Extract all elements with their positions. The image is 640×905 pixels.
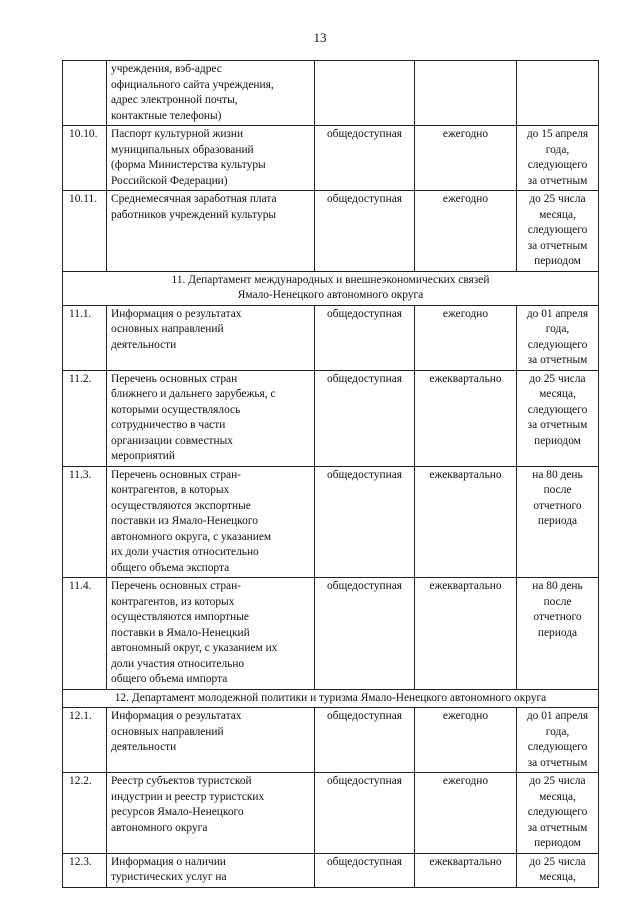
item-name: [107, 708, 315, 773]
update-deadline: [517, 126, 599, 191]
update-deadline: [517, 61, 599, 126]
item-name-line: автономного округа, с указанием: [111, 530, 272, 543]
deadline-line: месяца,: [539, 871, 576, 883]
table-row: [63, 126, 599, 191]
item-name-line: Среднемесячная заработная плата: [111, 193, 277, 205]
item-name-line: общего объема импорта: [111, 673, 228, 685]
deadline-line: следующего: [527, 224, 588, 236]
access-category: общедоступная: [315, 853, 415, 887]
section-title: [63, 271, 599, 305]
section-title-line: 12. Департамент молодежной политики и туризма Ямало-Ненецкого автономного округа: [114, 691, 547, 704]
access-category: общедоступная: [315, 126, 415, 191]
deadline-line: за отчетным: [527, 174, 588, 187]
table-row: [63, 578, 599, 690]
item-name-line: Информация о результатах: [111, 710, 242, 722]
deadline-line: за отчетным: [527, 354, 588, 366]
update-periodicity: ежегодно: [415, 126, 517, 191]
data-sets-table: [62, 60, 599, 888]
item-name: [107, 578, 315, 690]
deadline-line: следующего: [527, 338, 588, 351]
section-header-row: [63, 689, 599, 708]
item-name-line: автономный округ, с указанием их: [111, 642, 278, 654]
item-name-line: Реестр субъектов туристской: [111, 775, 252, 787]
item-name-line: официального сайта учреждения,: [111, 78, 274, 91]
item-name-line: Паспорт культурной жизни: [111, 128, 244, 140]
item-name-line: Перечень основных стран: [111, 372, 238, 385]
deadline-line: после: [543, 595, 572, 608]
deadline-line: до 25 числа: [529, 372, 586, 385]
item-name-line: деятельности: [111, 741, 177, 753]
deadline-line: до 25 числа: [529, 193, 586, 205]
item-name-line: автономного округа: [111, 821, 208, 834]
item-number: 11.4.: [63, 578, 107, 690]
update-deadline: [517, 578, 599, 690]
update-deadline: [517, 773, 599, 854]
deadline-line: за отчетным: [527, 419, 588, 431]
item-name-line: контрагентов, в которых: [111, 484, 230, 496]
table-row: [63, 370, 599, 466]
deadline-line: за отчетным: [527, 821, 588, 834]
item-name: [107, 853, 315, 887]
item-number: 10.11.: [63, 191, 107, 272]
item-name-line: муниципальных образований: [111, 143, 254, 156]
item-name: [107, 773, 315, 854]
access-category: общедоступная: [315, 708, 415, 773]
section-title-line: 11. Департамент международных и внешнеэкономических связей: [171, 273, 490, 286]
deadline-line: до 25 числа: [529, 775, 586, 787]
item-name-line: Информация о результатах: [111, 307, 242, 320]
update-periodicity: ежеквартально: [415, 466, 517, 578]
table-row: [63, 191, 599, 272]
access-category: [315, 61, 415, 126]
update-periodicity: [415, 61, 517, 126]
update-periodicity: ежеквартально: [415, 370, 517, 466]
deadline-line: до 25 числа: [529, 855, 586, 868]
item-name-line: контактные телефоны): [111, 109, 222, 122]
access-category: общедоступная: [315, 191, 415, 272]
item-name-line: индустрии и реестр туристских: [111, 790, 265, 803]
item-number: 11.2.: [63, 370, 107, 466]
update-periodicity: ежегодно: [415, 773, 517, 854]
deadline-line: следующего: [527, 159, 588, 171]
deadline-line: года,: [545, 323, 570, 335]
section-title: [63, 689, 599, 708]
item-name-line: основных направлений: [111, 725, 224, 738]
item-name: [107, 466, 315, 578]
page-number: 13: [313, 30, 327, 45]
item-name-line: контрагентов, из которых: [111, 595, 235, 608]
item-name: [107, 191, 315, 272]
item-name-line: поставки из Ямало-Ненецкого: [111, 515, 258, 527]
section-title-line: Ямало-Ненецкого автономного округа: [237, 289, 424, 301]
item-name-line: осуществляются экспортные: [111, 499, 251, 512]
item-name-line: мероприятий: [111, 450, 175, 462]
item-name: [107, 126, 315, 191]
item-name-line: ближнего и дальнего зарубежья, с: [111, 388, 276, 400]
item-name-line: сотрудничество в части: [111, 419, 226, 431]
item-number: 12.2.: [63, 773, 107, 854]
item-name: [107, 61, 315, 126]
update-deadline: [517, 708, 599, 773]
deadline-line: следующего: [527, 403, 588, 416]
deadline-line: следующего: [527, 741, 588, 753]
item-number: 10.10.: [63, 126, 107, 191]
update-deadline: [517, 191, 599, 272]
update-periodicity: ежеквартально: [415, 853, 517, 887]
table-row: [63, 708, 599, 773]
update-deadline: [517, 853, 599, 887]
deadline-line: месяца,: [539, 790, 576, 803]
section-header-row: [63, 271, 599, 305]
item-name-line: Перечень основных стран-: [111, 580, 241, 592]
item-name-line: Российской Федерации): [111, 174, 228, 187]
deadline-line: до 01 апреля: [526, 710, 589, 722]
item-name-line: ресурсов Ямало-Ненецкого: [111, 806, 244, 818]
item-name-line: туристических услуг на: [111, 871, 227, 883]
access-category: общедоступная: [315, 773, 415, 854]
update-deadline: [517, 466, 599, 578]
update-periodicity: ежеквартально: [415, 578, 517, 690]
item-number: [63, 61, 107, 126]
deadline-line: месяца,: [539, 388, 576, 400]
update-periodicity: ежегодно: [415, 305, 517, 370]
item-name: [107, 305, 315, 370]
item-name-line: основных направлений: [111, 323, 224, 335]
item-number: 12.3.: [63, 853, 107, 887]
item-name-line: поставки в Ямало-Ненецкий: [111, 626, 250, 639]
deadline-line: после: [543, 484, 572, 496]
deadline-line: на 80 день: [532, 468, 583, 481]
table-row: [63, 61, 599, 126]
deadline-line: периода: [537, 626, 578, 639]
item-name-line: деятельности: [111, 338, 177, 351]
update-periodicity: ежегодно: [415, 191, 517, 272]
item-name-line: Перечень основных стран-: [111, 468, 241, 481]
item-number: 11.1.: [63, 305, 107, 370]
deadline-line: следующего: [527, 806, 588, 818]
update-periodicity: ежегодно: [415, 708, 517, 773]
deadline-line: года,: [545, 143, 570, 156]
item-name-line: которыми осуществлялось: [111, 403, 241, 416]
deadline-line: до 15 апреля: [526, 128, 589, 140]
item-number: 12.1.: [63, 708, 107, 773]
item-name: [107, 370, 315, 466]
deadline-line: на 80 день: [532, 580, 583, 592]
item-name-line: работников учреждений культуры: [111, 208, 277, 221]
item-name-line: Информация о наличии: [111, 855, 226, 868]
table-row: [63, 305, 599, 370]
table-row: [63, 466, 599, 578]
item-name-line: адрес электронной почты,: [111, 94, 238, 106]
item-name-line: доли участия относительно: [111, 657, 245, 670]
update-deadline: [517, 370, 599, 466]
deadline-line: периодом: [534, 255, 581, 267]
deadline-line: периодом: [534, 434, 581, 447]
deadline-line: за отчетным: [527, 756, 588, 769]
item-name-line: учреждения, вэб-адрес: [111, 63, 222, 75]
deadline-line: за отчетным: [527, 239, 588, 252]
item-number: 11.3.: [63, 466, 107, 578]
deadline-line: месяца,: [539, 208, 576, 221]
deadline-line: года,: [545, 725, 570, 738]
access-category: общедоступная: [315, 466, 415, 578]
deadline-line: периода: [537, 515, 578, 527]
table-body: [63, 61, 599, 888]
item-name-line: организации совместных: [111, 434, 233, 447]
table-row: [63, 853, 599, 887]
item-name-line: (форма Министерства культуры: [111, 159, 266, 171]
table-row: [63, 773, 599, 854]
update-deadline: [517, 305, 599, 370]
access-category: общедоступная: [315, 305, 415, 370]
deadline-line: отчетного: [533, 611, 582, 623]
item-name-line: общего объема экспорта: [111, 561, 230, 574]
item-name-line: осуществляются импортные: [111, 611, 249, 623]
deadline-line: периодом: [534, 837, 581, 849]
item-name-line: их доли участия относительно: [111, 546, 259, 558]
deadline-line: отчетного: [533, 499, 582, 512]
access-category: общедоступная: [315, 370, 415, 466]
access-category: общедоступная: [315, 578, 415, 690]
deadline-line: до 01 апреля: [526, 307, 589, 320]
